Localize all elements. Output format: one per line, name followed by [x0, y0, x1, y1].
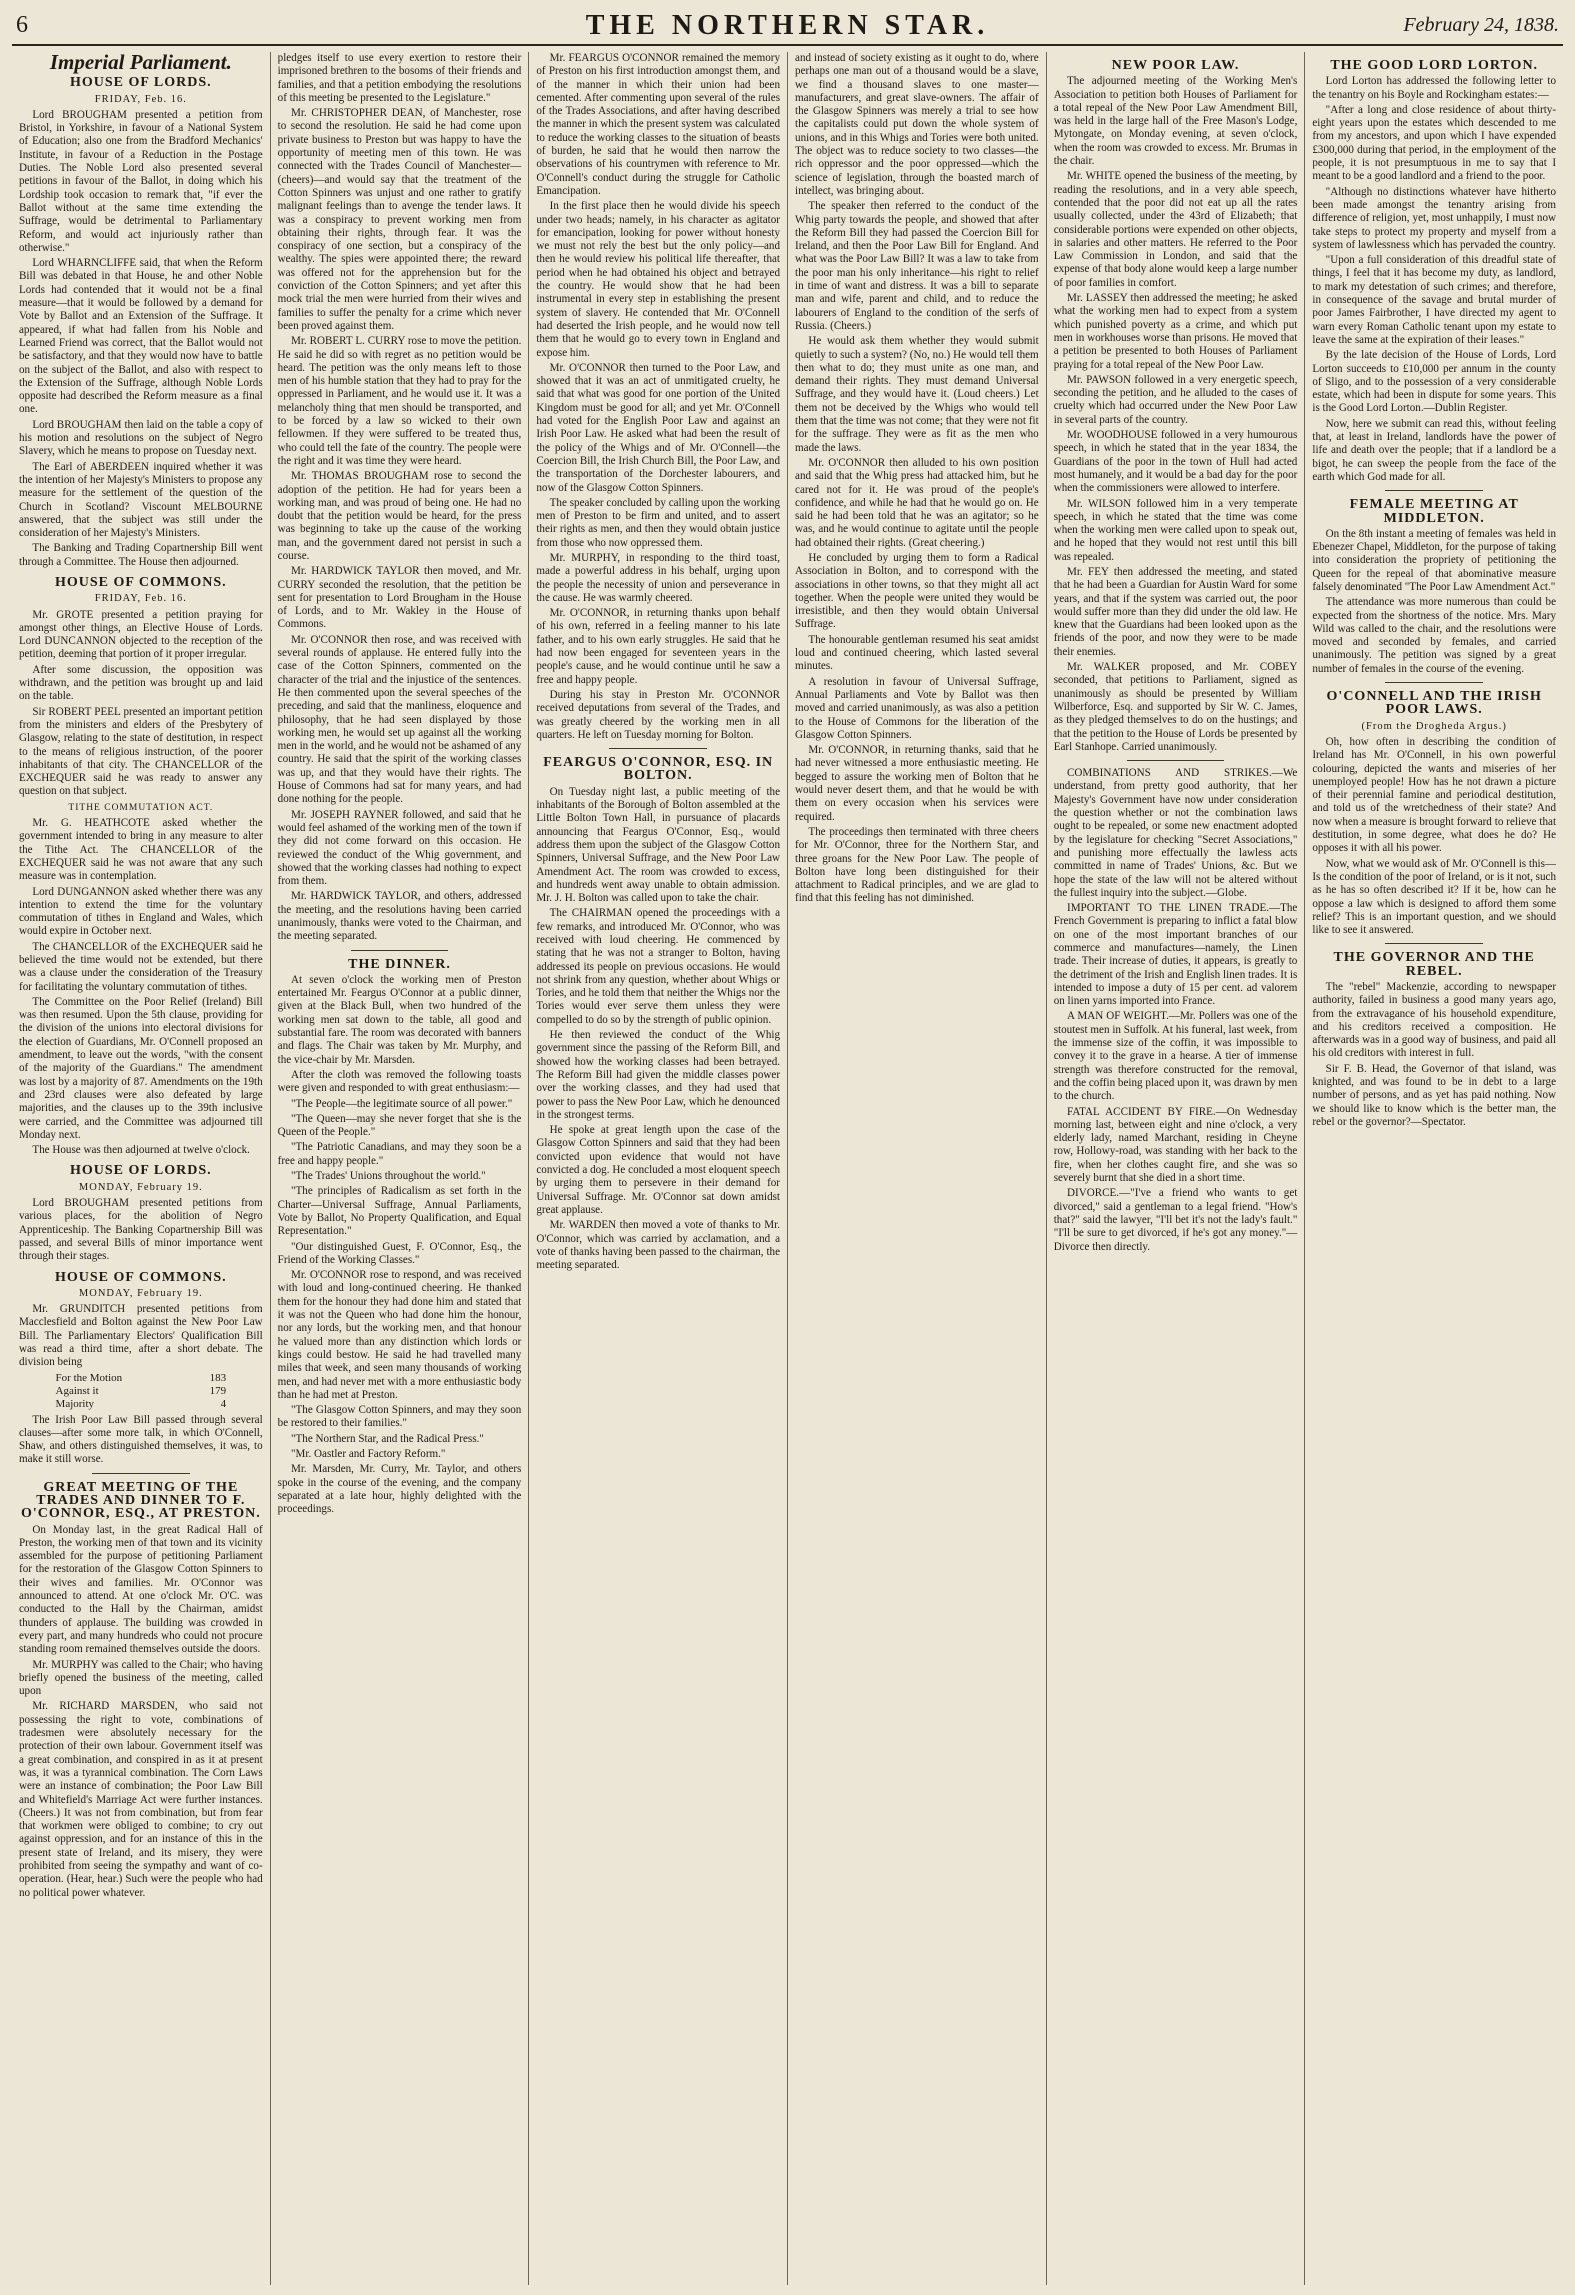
paragraph: Mr. ROBERT L. CURRY rose to move the petition. He said he did so with regret as no petition would be heard. The petition was the only means left to those men of his humble station that they had to pray for the oppressed in Parliament, and he would use it. It was a melancholy thing that men should be transported, and to be forced by a law so wicked to their own fellowmen. If they were suffered to be treated thus, who could tell the fate of the country. The people were the right and it was time they were heard. — [277, 335, 522, 467]
paragraph: Mr. HARDWICK TAYLOR, and others, addressed the meeting, and the resolutions having been carried unanimously, thanks were voted to the Chairman, and the meeting separated. — [277, 890, 522, 943]
paragraph: During his stay in Preston Mr. O'CONNOR received deputations from several of the Trades, and was greatly cheered by the working men in all quarters. He left on Tuesday morning for Bolton. — [536, 688, 781, 741]
paragraph: He would ask them whether they would submit quietly to such a system? (No, no.) He would tell them then what to do; they must unite as one man, and demand their rights. They must demand Universal Suffrage, and they would have it. (Loud cheers.) Let them not be deceived by the Whigs who would tell them that the time was not come; that they were not fit for the suffrage. They were as fit as the men who made the laws. — [795, 335, 1039, 454]
paragraph: The Committee on the Poor Relief (Ireland) Bill was then resumed. Upon the 5th clause, providing for the division of the unions into electoral divisions for the election of Guardians, Mr. O'Connell proposed an amendment, to leave out the words, "with the consent of the majority of the Guardians." The amendment was lost by a majority of 87. Amendments on the 19th and 23rd clauses were also defeated by large majorities, and the clauses up to the 39th inclusive were carried, and the Committee was adjourned till Monday next. — [19, 995, 263, 1141]
paragraph: Mr. RICHARD MARSDEN, who said not possessing the right to vote, combinations of tradesmen were absolutely necessary for the protection of their own labour. Government itself was a great combination, and conspired in as it at present was, it was a tyrannical combination. The Corn Laws were an instance of combination; the Poor Law Bill and Whitefield's Marriage Act were further instances. (Cheers.) It was not from combination, but from fear that workmen were obliged to combine; to cry out against oppression, and for an instance of this in the present state of Ireland, and its misery, they were prohibited from seeing the sympathy and want of co-operation. (Hear, hear.) Such were the people who had no political power whatever. — [19, 1700, 263, 1899]
division-row — [56, 1398, 227, 1411]
paragraph: Mr. WOODHOUSE followed in a very humourous speech, in which he stated that in the year 1834, the Guardians of the poor in the town of Hull had acted most humanely, and it would be a bad day for the poor when the commissioners were allowed to interfere. — [1053, 429, 1298, 495]
division-value: 183 — [209, 1371, 227, 1384]
paragraph: Mr. WALKER proposed, and Mr. COBEY seconded, that petitions to Parliament, signed as unanimously as should be presented by William Wilberforce, Esq. and supported by Sir W. C. James, as they pledged themselves to do on the hustings; and that the petition to the House of Lords be presented by Earl Stanhope. Carried unanimously. — [1053, 661, 1298, 753]
paragraph: In the first place then he would divide his speech under two heads; namely, in his character as agitator for emancipation, looking for power without honesty we must not rely the best but the only policy—and then he would review his political life thereafter, that period when he had obtained his object and betrayed the country. He would show that he had been instrumental in every step in establishing the present system of slavery. He contended that Mr. O'Connell had deserted the Irish people, and he would now tell them that he would go to every town in England and expose him. — [536, 200, 781, 359]
article-heading: FEMALE MEETING AT MIDDLETON. — [1349, 497, 1519, 526]
paragraph: pledges itself to use every exertion to restore their imprisoned brethren to the bosoms of their friends and families, and that a petition embodying the resolutions of this meeting be presented to the Legislature." — [277, 52, 522, 104]
paragraph: Mr. O'CONNOR then turned to the Poor Law, and showed that it was an act of unmitigated cruelty, he said that what was good for one portion of the United Kingdom must be good for all; and yet Mr. O'Connell had voted for the English Poor Law and against an Irish Poor Law. He asked what had been the result of the policy of the Whigs and of Mr. O'Connell—the Coercion Bill, the Irish Church Bill, the Poor Law, and the transportation of the Dorchester labourers, and now of the Glasgow Cotton Spinners. — [536, 361, 781, 494]
article-heading: NEW POOR LAW. — [1111, 58, 1240, 73]
toast: "Mr. Oastler and Factory Reform." — [290, 1447, 446, 1460]
division-table — [56, 1372, 227, 1412]
paragraph: On Tuesday night last, a public meeting of the inhabitants of the Borough of Bolton assembled at the Little Bolton Town Hall, in pursuance of placards announcing that Feargus O'Connor, Esq., would address them upon the subject of the Glasgow Cotton Spinners, Universal Suffrage, and the New Poor Law Amendment Act. The room was crowded to excess, and hundreds went away unable to obtain admission. Mr. J. H. Bolton was called upon to take the chair. — [536, 785, 781, 905]
toast: "The Northern Star, and the Radical Press." — [290, 1432, 484, 1445]
article-heading: THE DINNER. — [348, 956, 451, 972]
page-number: 6 — [16, 12, 28, 38]
paragraph: Mr. G. HEATHCOTE asked whether the government intended to bring in any measure to alter the Tithe Act. The CHANCELLOR of the EXCHEQUER said he was not aware that any such measure was in contemplation. — [19, 817, 263, 883]
paragraph: The adjourned meeting of the Working Men's Association to petition both Houses of Parliament for a total repeal of the New Poor Law Amendment Bill, was held in the large hall of the Free Mason's Lodge, Mytongate, on Monday evening, at seven o'clock, when the room was crowded to excess. Mr. Brumas in the chair. — [1053, 75, 1298, 168]
divider — [609, 748, 706, 749]
division-value: 179 — [209, 1384, 227, 1397]
article-heading: HOUSE OF LORDS. — [70, 1163, 212, 1179]
paragraph: Mr. MURPHY was called to the Chair; who having briefly opened the business of the meeting, called upon — [19, 1658, 263, 1698]
toast: "The Trades' Unions throughout the world." — [290, 1170, 486, 1183]
paragraph: The Banking and Trading Copartnership Bill went through a Committee. The House then adjourned. — [19, 542, 263, 568]
paragraph: Mr. FEARGUS O'CONNOR remained the memory of Preston on his first introduction amongst them, and of the manner in which their union had been cemented. After commenting upon several of the rules of the Trades Associations, and after having described the manner in which the present system was calculated to reduce the working classes to the situation of beasts of burden, he said that he would then narrow the observations of his countrymen with reference to Mr. O'Connell's conduct during the struggle for Catholic Emancipation. — [536, 52, 781, 197]
paragraph: The proceedings then terminated with three cheers for Mr. O'Connor, three for the Northern Star, and three groans for the New Poor Law. The people of Bolton have long been distinguished for their attachment to Radical principles, and we are glad to find that this feeling has not diminished. — [795, 825, 1039, 905]
paragraph: Mr. JOSEPH RAYNER followed, and said that he would feel ashamed of the working men of the town if they did not come forward on this occasion. He reviewed the conduct of the Whig government, and showed that the working classes had nothing to expect from them. — [277, 808, 522, 888]
news-item: DIVORCE.—"I've a friend who wants to get divorced," said a gentleman to a legal friend. "How's that?" said the lawyer, "I'll bet it's not the lady's fault." "I'll be sure to get divorced, if he's got any money."—Divorce then directly. — [1053, 1187, 1298, 1253]
paragraph: He then reviewed the conduct of the Whig government since the passing of the Reform Bill, and showed how the working classes had been betrayed. The Reform Bill had given the middle classes power over the working classes, and they had used that power to pass the New Poor Law, which he denounced in the strongest terms. — [536, 1029, 781, 1121]
paragraph: Now, here we submit can read this, without feeling that, at least in Ireland, landlords have the power of life and death over the people; that if a landlord be a bigot, he can sweep the people from the face of the earth which God made for all. — [1312, 417, 1557, 483]
column-5 — [1047, 52, 1306, 2285]
paragraph: The attendance was more numerous than could be expected from the shortness of the notice. Mrs. Mary Wild was called to the chair, and the resolutions were moved and seconded by females, and carried unanimously. The petition was signed by a great number of females in the course of the evening. — [1312, 596, 1557, 675]
paragraph: He concluded by urging them to form a Radical Association in Bolton, and to correspond with the associations in other towns, so that they might all act together. When the people were united they would be irresistible, and then they would obtain Universal Suffrage. — [795, 551, 1039, 631]
article-source: (From the Drogheda Argus.) — [1361, 720, 1507, 732]
paragraph: Mr. GRUNDITCH presented petitions from Macclesfield and Bolton against the New Poor Law Bill. The Parliamentary Electors' Qualification Bill was read a third time, after a short debate. The division being — [19, 1303, 263, 1369]
column-3 — [529, 52, 788, 2285]
division-row — [56, 1385, 227, 1398]
issue-date: February 24, 1838. — [1403, 14, 1559, 36]
paragraph: Now, what we would ask of Mr. O'Connell is this—Is the condition of the poor of Ireland, or is it not, such as he has so often described it? If it be, how can he oppose a law which is designed to afford them some relief? This is an important question, and we should like to see it answered. — [1312, 857, 1557, 937]
paragraph: Mr. LASSEY then addressed the meeting; he asked what the working men had to expect from a system which punished poverty as a crime, and which put men in workhouses worse than prisons. He moved that a petition be presented to both Houses of Parliament praying for a total repeal of the New Poor Law. — [1053, 292, 1298, 371]
paragraph: Mr. GROTE presented a petition praying for amongst other things, an Elective House of Lords. Lord DUNCANNON objected to the reception of the petition, deeming that portion of it proper irregular. — [19, 608, 263, 661]
divider — [92, 1473, 189, 1474]
paragraph: Mr. HARDWICK TAYLOR then moved, and Mr. CURRY seconded the resolution, that the petition be sent for presentation to Lord Brougham in the House of Lords, and to Mr. Wakley in the House of Commons. — [277, 565, 522, 631]
paragraph: Mr. MURPHY, in responding to the third toast, made a powerful address in his behalf, urging upon the people the necessity of union and perseverance in the cause. He was warmly cheered. — [536, 551, 781, 604]
paragraph: Lord BROUGHAM presented petitions from various places, for the abolition of Negro Apprenticeship. The Banking Copartnership Bill was passed, and several Bills of minor importance went through their stages. — [19, 1197, 263, 1263]
news-item: IMPORTANT TO THE LINEN TRADE.—The French Government is preparing to inflict a fatal blow on one of the most important branches of our commerce and manufactures—namely, the Linen trade. Their increase of duties, it appears, is greatly to the detriment of the Irish and English linen trades. It is intended to impose a duty of 15 per cent. ad valorem on linen yarns imported into France. — [1053, 902, 1298, 1008]
paragraph: Mr. FEY then addressed the meeting, and stated that he had been a Guardian for Austin Ward for some years, and that if the system was carried out, the poor would suffer more than they did under the old law. He knew that the Guardians had been looked upon as the friends of the poor, and now they were to be made their enemies. — [1053, 565, 1298, 658]
columns — [12, 52, 1563, 2285]
toast: "The Patriotic Canadians, and may they soon be a free and happy people." — [277, 1141, 522, 1167]
column-6 — [1305, 52, 1563, 2285]
paragraph: The speaker then referred to the conduct of the Whig party towards the people, and showed that after the Reform Bill they had passed the Coercion Bill for Ireland, and then the Poor Law Bill for England. And what was the Poor Law Bill? It was a law to take from the poor man his only inheritance—his right to relief in time of want and distress. It was a bill to separate man and wife, parent and child, and to reduce the labourers of England to the condition of the serfs of Russia. (Cheers.) — [795, 200, 1039, 332]
paragraph: Mr. O'CONNOR, in returning thanks, said that he had never witnessed a more enthusiastic meeting. He begged to assure the working men of Bolton that he would never desert them, and that he would be with them on every occasion when his services were required. — [795, 744, 1039, 823]
paragraph: Mr. O'CONNOR, in returning thanks upon behalf of his own, referred in a feeling manner to his late father, and to his own early struggles. He said that he had now been engaged for seventeen years in the people's cause, and he would continue until he saw a free and happy people. — [536, 607, 781, 686]
toast: "The Queen—may she never forget that she is the Queen of the People." — [277, 1112, 522, 1139]
divider — [1385, 490, 1482, 491]
paragraph: Lord Lorton has addressed the following letter to the tenantry on his Boyle and Rockingham estates:— — [1312, 75, 1557, 101]
paragraph: Oh, how often in describing the condition of Ireland has Mr. O'Connell, in his own powerful colouring, depicted the wants and miseries of her unemployed people! How has he not drawn a picture of their perennial famine and periodical destitution, and told us of the wretchedness of their state? And now when a measure is brought forward to relieve that destitution, in some degree, what does he do? He opposes it with all his power. — [1312, 735, 1557, 855]
paragraph: "Although no distinctions whatever have hitherto been made amongst the tenantry arising from difference of religion, yet, most unhappily, I must now take steps to protect my property and myself from a system of lawlessness which has pervaded the country. — [1312, 185, 1557, 251]
paragraph: At seven o'clock the working men of Preston entertained Mr. Feargus O'Connor at a public dinner, given at the Black Bull, when two hundred of the working men sat down to the table, all good and substantial fare. The room was decorated with banners and flags. The Chair was taken by Mr. Murphy, and the vice-chair by Mr. Marsden. — [277, 973, 522, 1066]
article-heading: THE GOVERNOR AND THE REBEL. — [1333, 950, 1535, 979]
divider — [1385, 943, 1482, 944]
news-item: FATAL ACCIDENT BY FIRE.—On Wednesday morning last, between eight and nine o'clock, a very elderly lady, named Marchant, residing in Cheyne row, Hollowy-road, was standing with her back to the fire, when her clothes caught fire, and she was so severely burnt that she died in a short time. — [1053, 1105, 1298, 1185]
paragraph: The CHANCELLOR of the EXCHEQUER said he believed the time would not be extended, but there was a clause under the consideration of the Treasury for facilitating the voluntary commutation of tithes. — [19, 940, 263, 993]
paragraph: The Irish Poor Law Bill passed through several clauses—after some more talk, in which O'Connell, Shaw, and others distinguished themselves, it was, to make it still worse. — [19, 1413, 263, 1466]
toast: "The Glasgow Cotton Spinners, and may they soon be restored to their families." — [277, 1404, 522, 1430]
paragraph: Mr. O'CONNOR then alluded to his own position and said that the Whig press had attacked him, but he cared not for it. He was proud of the people's confidence, and while he had that he would go on. He said he had been told that he was an agitator; so he was, and he would continue to agitate until the people had obtained their rights. (Great cheering.) — [795, 456, 1039, 549]
news-item: A MAN OF WEIGHT.—Mr. Pollers was one of the stoutest men in Suffolk. At his funeral, last week, from the immense size of the coffin, it was impossible to convey it to the grave in a hearse. A tier of immense strength was therefore constructed for the removal, and the coffin being placed upon it, was drawn by men to the church. — [1053, 1010, 1298, 1103]
paragraph: Mr. PAWSON followed in a very energetic speech, seconding the petition, and he alluded to the cases of cruelty which had occurred under the New Poor Law in several parts of the country. — [1053, 373, 1298, 426]
paragraph: Sir ROBERT PEEL presented an important petition from the ministers and elders of the Presbytery of Glasgow, relating to the state of destitution, in respect to the means of religious instruction, of the poorer inhabitants of that city. The CHANCELLOR of the EXCHEQUER said he was ready to answer any question on that subject. — [19, 705, 263, 798]
paragraph: Lord WHARNCLIFFE said, that when the Reform Bill was debated in that House, he and other Noble Lords had contended that it would not be a final measure—that it would be followed by a demand for Vote by Ballot and an Extension of the Suffrage. It appeared, if what had fallen from his Noble and Learned Friend was correct, that the Ballot would not be satisfactory, and that they would now have to battle on the subject of the Ballot, and also with respect to the Extension of the Suffrage, although Noble Lords opposite had described the Reform measure as a final one. — [19, 257, 263, 416]
paragraph: Sir F. B. Head, the Governor of that island, was knighted, and was found to be in debt to a large number of persons, and as yet has paid nothing. Now we should like to know which is the better man, the rebel or the governor?—Spectator. — [1312, 1062, 1557, 1128]
article-heading: THE GOOD LORD LORTON. — [1330, 58, 1539, 73]
paragraph: The CHAIRMAN opened the proceedings with a few remarks, and introduced Mr. O'Connor, who was received with loud cheering. He commenced by stating that he was not a stranger to Bolton, having addressed its people on previous occasions. He would not shrink from any question, whether about Whigs or Tories, and he told them that neither the Whigs nor the Tories would ever serve them unless they were compelled to do so by the strength of public opinion. — [536, 907, 781, 1026]
paragraph: The speaker concluded by calling upon the working men of Preston to be firm and united, and to assert their rights as men, and then they would obtain justice from those who now oppressed them. — [536, 496, 781, 549]
article-heading: FEARGUS O'CONNOR, ESQ. IN BOLTON. — [543, 755, 774, 784]
paragraph: Lord BROUGHAM presented a petition from Bristol, in Yorkshire, in favour of a National System of Education; also one from the Bradford Mechanics' Institute, in favour of a Reduction in the Postage Duties. The Noble Lord also presented several petitions in favour of the Ballot, in doing which his Lordship took occasion to remark that, "if ever the Ballot without at the same time extending the Suffrage, would be detrimental to Parliamentary Reform, and would act injuriously rather than otherwise." — [19, 108, 263, 254]
paragraph: On the 8th instant a meeting of females was held in Ebenezer Chapel, Middleton, for the purpose of taking into consideration the propriety of petitioning the Queen for the repeal of that abominative measure falsely denominated "The Poor Law Amendment Act." — [1312, 527, 1557, 593]
paragraph: Lord DUNGANNON asked whether there was any intention to extend the time for the voluntary commutation of tithes in England and Wales, which would expire in October next. — [19, 885, 263, 938]
paragraph: He spoke at great length upon the case of the Glasgow Cotton Spinners and said that they had been convicted upon evidence that would not have convicted a dog. He concluded a most eloquent speech by urging them to persevere in their demand for Universal Suffrage. Mr. O'Connor sat down amidst great applause. — [536, 1124, 781, 1216]
article-date: MONDAY, February 19. — [78, 1287, 203, 1299]
article-heading: GREAT MEETING OF THE TRADES AND DINNER TO F. O'CONNOR, ESQ., AT PRESTON. — [20, 1479, 261, 1522]
paragraph: The honourable gentleman resumed his seat amidst loud and continued cheering, which lasted several minutes. — [795, 633, 1039, 673]
division-label: Majority — [55, 1398, 95, 1411]
article-date: FRIDAY, Feb. 16. — [94, 593, 187, 605]
paragraph: Mr. O'CONNOR then rose, and was received with several rounds of applause. He entered fully into the case of the Cotton Spinners, commented on the character of the trial and the injustice of the sentences. He then commented upon the several speeches of the preceding, and said that the manliness, eloquence and philosophy, that he had seen displayed by those working men, he would set up against all the working men in the world, and he would not be ashamed of any country. He said that the spirit of the working classes was up, and that they would have their rights. The House of Commons had sat for many years, and had done nothing for the people. — [277, 633, 522, 806]
divider — [1385, 682, 1482, 683]
paragraph: Lord BROUGHAM then laid on the table a copy of his motion and resolutions on the subject of Negro Slavery, which he means to propose on Tuesday next. — [19, 418, 263, 458]
toast: "The principles of Radicalism as set forth in the Charter—Universal Suffrage, Annual Parliaments, Vote by Ballot, No Property Qualification, and Equal Representation." — [277, 1185, 522, 1238]
paragraph: On Monday last, in the great Radical Hall of Preston, the working men of that town and its vicinity assembled for the purpose of petitioning Parliament for the restoration of the Glasgow Cotton Spinners to their wives and families. Mr. O'Connor was announced to attend. At one o'clock Mr. O'C. was conducted to the Hall by the Chairman, amidst thunders of applause. The building was crowded in every part, and many hundreds who could not procure standing room remained themselves outside the doors. — [19, 1523, 263, 1656]
paragraph: Mr. THOMAS BROUGHAM rose to second the adoption of the petition. He had for years been a working man, and was proud of being one. He had no doubt that the petition would be heard, for the press was beginning to take up the cause of the working man, and the government dared not persist in such a course. — [277, 470, 522, 562]
column-1 — [12, 52, 271, 2285]
article-heading: HOUSE OF LORDS. — [70, 75, 212, 91]
subsection-heading: TITHE COMMUTATION ACT. — [68, 802, 214, 813]
column-2 — [271, 52, 530, 2285]
paragraph: After some discussion, the opposition was withdrawn, and the petition was brought up and laid on the table. — [19, 663, 263, 703]
paragraph: Mr. CHRISTOPHER DEAN, of Manchester, rose to second the resolution. He said he had come upon private business to Preston but was happy to have the opportunity of meeting men of this town. He was connected with the Trades Council of Manchester—(cheers)—and would say that the treatment of the Cotton Spinners was unjust and one rather to gratify malignant feelings than to avenge the tender laws. It was a conspiracy to prevent working men from obtaining their rights, through fear. It was the conspiracy of one section, but a conspiracy of the wealthy. The spies were appointed there; the reward was offered not for the apprehension but for the conviction of the Cotton Spinners; and yet after this mock trial the men were hurried from their wives and families to suffer the penalty for a crime which never been proved against them. — [277, 107, 522, 332]
division-label: For the Motion — [55, 1371, 123, 1384]
article-date: MONDAY, February 19. — [78, 1181, 203, 1193]
paragraph: Mr. O'CONNOR rose to respond, and was received with loud and long-continued cheering. He thanked them for the honour they had done him and stated that it was not the Queen who had done him the honour, nor any lords, but the working men, and that honour he valued more than any distinction which lords or kings could bestow. He said he had travelled many miles that week, and seen many thousands of working men, and had never met with a more enthusiastic body than he had met at Preston. — [277, 1269, 522, 1401]
newspaper-title: THE NORTHERN STAR. — [585, 10, 990, 41]
division-row — [56, 1372, 227, 1385]
paragraph: "Upon a full consideration of this dreadful state of things, I feel that it has become my duty, as landlord, to mark my detestation of such crimes; and therefore, in consequence of the savage and brutal murder of poor James Fairbrother, I have directed my agent to warn every Roman Catholic tenant upon my estate to leave the same at the expiration of their leases." — [1312, 254, 1557, 346]
paragraph: The "rebel" Mackenzie, according to newspaper authority, failed in business a good many years ago, from the extravagance of his household expenditure, and his creditors received a composition. He afterwards was in a good way of business, and paid all his old creditors with interest in full. — [1312, 981, 1557, 1060]
paragraph: and instead of society existing as it ought to do, where perhaps one man out of a thousand would be a slave, we find a thousand slaves to one master—manufacturers, and great slave-owners. The affair of the Glasgow Spinners was merely a trial to see how the capitalists could put down the whole system of unions, and in this Whigs and Tories were both united. The object was to reduce society to two classes—the rich oppressor and the poor oppressed—which the science of legislation, through the boasted march of intellect, was bringing about. — [795, 52, 1039, 197]
paragraph: Mr. WARDEN then moved a vote of thanks to Mr. O'Connor, which was carried by acclamation, and a vote of thanks having been passed to the chairman, the meeting separated. — [536, 1219, 781, 1272]
paragraph: Mr. WILSON followed him in a very temperate speech, in which he stated that the time was come when the working men were called upon to speak out, and he hoped that they would not rest until this bill was repealed. — [1053, 497, 1298, 563]
article-heading: O'CONNELL AND THE IRISH POOR LAWS. — [1326, 689, 1542, 718]
divider — [351, 950, 448, 951]
paragraph: Mr. Marsden, Mr. Curry, Mr. Taylor, and others spoke in the course of the evening, and the company separated at a late hour, highly delighted with the proceedings. — [277, 1463, 522, 1516]
division-label: Against it — [55, 1384, 99, 1397]
divider — [1127, 760, 1224, 761]
toast: "The People—the legitimate source of all power." — [290, 1097, 513, 1110]
paragraph: The House was then adjourned at twelve o'clock. — [32, 1144, 250, 1157]
paragraph: By the late decision of the House of Lords, Lord Lorton succeeds to £10,000 per annum in the county of Sligo, and to the possession of a very considerable estate, which had been in dispute for some years. This is the Good Lord Lorton.—Dublin Register. — [1312, 349, 1557, 415]
section-heading: Imperial Parliament. — [49, 52, 232, 74]
article-heading: HOUSE OF COMMONS. — [55, 1269, 227, 1285]
masthead — [12, 10, 1563, 46]
paragraph: Mr. WHITE opened the business of the meeting, by reading the resolutions, and in a very able speech, contended that the poor did not eat up all the rates usually collected, under the 43rd of Elizabeth; that considerable portions were expended on other objects, in salaries and other matters. He referred to the Poor Law Commission in London, and said that the expense of that body alone would keep a large number of poor families in comfort. — [1053, 170, 1298, 289]
paragraph: After the cloth was removed the following toasts were given and responded to with great enthusiasm:— — [277, 1068, 522, 1095]
division-value: 4 — [220, 1398, 227, 1411]
news-item: COMBINATIONS AND STRIKES.—We understand, from pretty good authority, that her Majesty's Government have now under consideration the question whether or not the combination laws ought to be repealed, or some new enactment adopted by the legislature for checking "Secret Associations," and punishing more effectually the lawless acts committed in name of Trades' Unions, &c. But we hope the state of the law will not be altered without the fullest inquiry into the subject.—Globe. — [1053, 767, 1298, 899]
paragraph: A resolution in favour of Universal Suffrage, Annual Parliaments and Vote by Ballot was then moved and carried unanimously, as was also a petition to the House of Commons for the liberation of the Glasgow Cotton Spinners. — [795, 675, 1039, 741]
column-4 — [788, 52, 1047, 2285]
paragraph: The Earl of ABERDEEN inquired whether it was the intention of her Majesty's Ministers to propose any measure for the settlement of the question of the Church in Scotland? Viscount MELBOURNE answered, that the subject was still under the consideration of her Majesty's Ministers. — [19, 460, 263, 540]
article-date: FRIDAY, Feb. 16. — [94, 93, 187, 105]
article-heading: HOUSE OF COMMONS. — [55, 574, 227, 590]
toast: "Our distinguished Guest, F. O'Connor, Esq., the Friend of the Working Classes." — [277, 1240, 522, 1266]
paragraph: "After a long and close residence of about thirty-eight years upon the estates which descended to me from my ancestors, and upon which I have expended £300,000 during that period, in the employment of the people, it is not presumptuous in me to say that I meant to be a good landlord and a friend to the poor. — [1312, 103, 1557, 183]
